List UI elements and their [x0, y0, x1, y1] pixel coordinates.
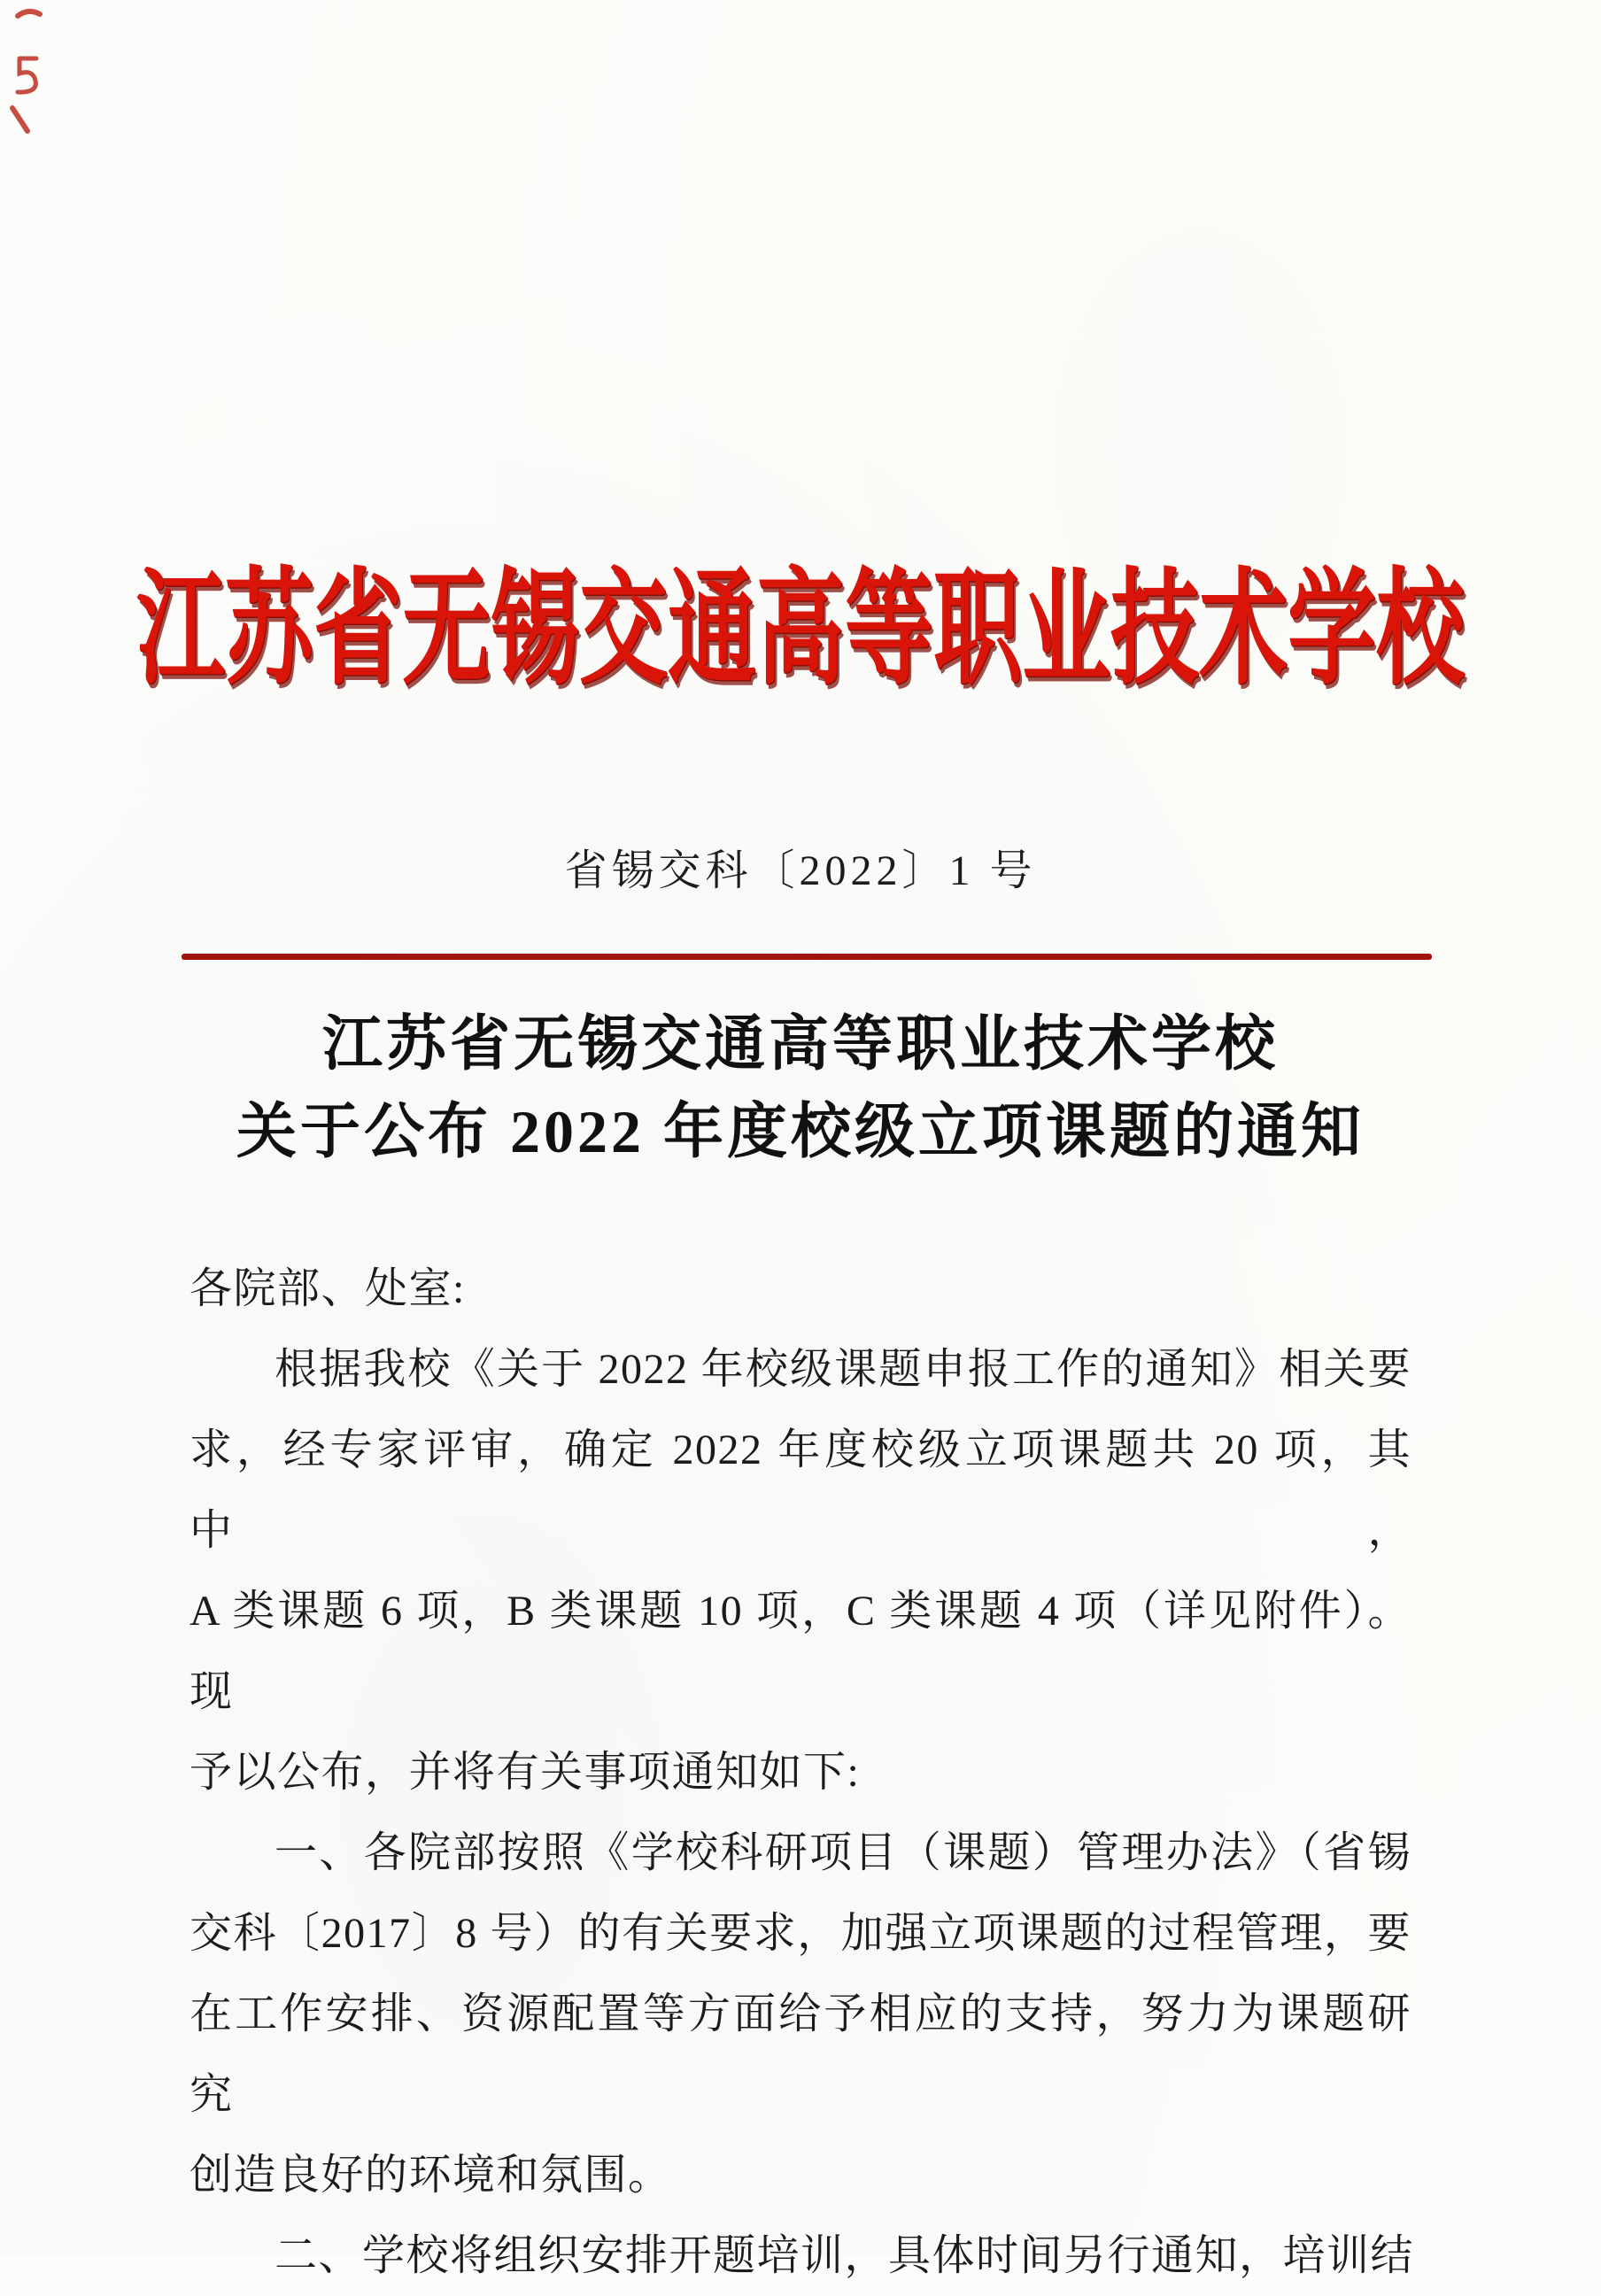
body-line: 各院部、处室:	[189, 1265, 466, 1312]
body-line: 在工作安排、资源配置等方面给予相应的支持，努力为课题研究	[189, 1991, 1412, 2118]
body-line: 二、学校将组织安排开题培训，具体时间另行通知，培训结	[275, 2232, 1415, 2279]
body-line: A 类课题 6 项，B 类课题 10 项，C 类课题 4 项（详见附件）。现	[189, 1588, 1412, 1715]
notice-title-line1: 江苏省无锡交通高等职业技术学校	[321, 1010, 1279, 1078]
document-number: 省锡交科〔2022〕1 号	[564, 847, 1037, 894]
body-line: 求，经专家评审，确定 2022 年度校级立项课题共 20 项，其中，	[189, 1426, 1412, 1554]
school-title: 江苏省无锡交通高等职业技术学校	[136, 560, 1465, 700]
body-line: 根据我校《关于 2022 年校级课题申报工作的通知》相关要	[275, 1346, 1412, 1393]
notice-title-line2: 关于公布 2022 年度校级立项课题的通知	[236, 1098, 1365, 1165]
body-line: 交科〔2017〕8 号）的有关要求，加强立项课题的过程管理，要	[189, 1910, 1412, 1957]
body-line: 创造良好的环境和氛围。	[189, 2152, 672, 2199]
notice-title	[0, 1001, 1601, 1176]
red-divider	[182, 954, 1432, 960]
pen-marks-icon	[5, 4, 67, 145]
letterhead	[0, 551, 1601, 710]
body-text	[189, 1248, 1415, 2296]
body-line: 一、各院部按照《学校科研项目（课题）管理办法》（省锡	[275, 1829, 1412, 1876]
body-line: 予以公布，并将有关事项通知如下:	[189, 1749, 861, 1796]
pen-marks	[5, 4, 67, 150]
